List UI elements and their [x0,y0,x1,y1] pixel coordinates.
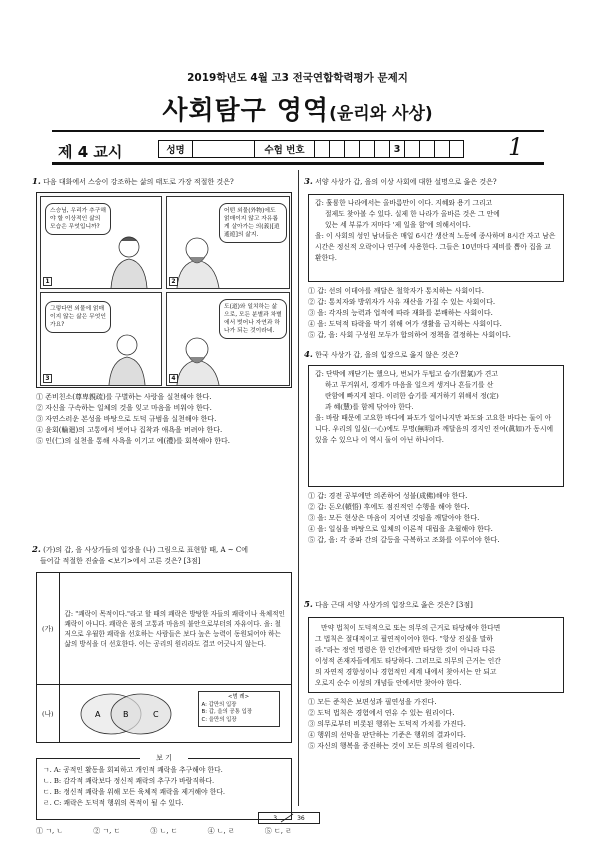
panel-2-bubble: 어떤 외물(外物)에도 얽매이지 않고 자유롭게 살아가는 의(義)[逍遙遊]의 삶지. [219,203,287,243]
panel-4-number: 4 [169,374,178,383]
panel-4-bubble: 도(道)와 일치하는 삶으로, 모든 분별과 차별에서 벗어나 자연과 하나가 되는 것이라네. [219,299,287,339]
venn-circle-eul [111,694,171,734]
name-field[interactable] [192,140,254,158]
q1-cartoon [36,192,292,388]
q1-number: 1. [32,177,41,187]
exam-number-box[interactable] [374,140,389,158]
panel-3-bubble: 그렇다면 외물에 얽매이지 않는 삶은 무엇인가요? [45,301,111,333]
q3-stem [304,177,566,188]
q4-box-line-5: 을: 바람 때문에 고요한 바다에 파도가 일어나지만 파도와 고요한 바다는 둘이 아니다. 우리의 일심(一心)에도 무명(無明)과 깨달음의 경지인 진여(眞如)가 동시에 있을 수 있으나 이 역시 둘이 아닌 하나이다. [315,414,554,444]
subject-sub: (윤리와 사상) [329,104,433,124]
q5-choice-5[interactable]: ⑤ 자신의 행복을 증진하는 것이 모든 의무의 원리이다. [308,742,475,750]
exam-number-label: 수험 번호 [254,140,314,158]
q2-stem-line2: 들어갈 적절한 진술을 <보기>에서 고른 것은? [3점] [40,557,201,565]
legend-item-a: A: 갑만의 입장 [201,701,237,708]
q3-box-line-4: 을: 이 사회의 성인 남녀들은 매일 6시간 생산적 노동에 종사하며 8시간 자고 남은 시간은 정신적 오락이나 연구에 사용한다. 그들은 10년마다 제비를 뽑아 집을 교환한다. [315,232,556,262]
q3-box-line-1: 갑: 훌륭한 나라에서는 올바름만이 이다. 지혜와 용기 그리고 [315,199,493,207]
venn-label-c: C [152,709,159,719]
subject-title [0,90,595,127]
q4-box-line-4: 과 혜(慧)를 함께 닦아야 한다. [325,403,414,411]
q3-choice-3[interactable]: ③ 을: 각자의 능력과 업적에 따라 재화를 분배하는 사회이다. [308,309,493,317]
q3-choice-1[interactable]: ① 갑: 선의 이데아를 깨달은 철학자가 통치하는 사회이다. [308,287,484,295]
exam-number-box[interactable] [329,140,344,158]
q2-na-label: (나) [37,685,60,743]
q4-box-line-3: 란함에 빠지게 된다. 이러한 습기를 제거하기 위해서 정(定) [325,392,499,400]
page-footer [258,812,320,824]
q4-choice-4[interactable]: ④ 을: 일심을 바탕으로 일체의 이론적 대립을 초월해야 한다. [308,525,493,533]
q2-stem-line1: (가)의 갑, 을 사상가들의 입장을 (나) 그림으로 표현할 때, A ~ C에 [43,546,248,554]
q5-number: 5. [304,600,313,610]
q5-choices [308,697,566,752]
q5-box-line-6: 오로지 순수 이성의 개념들 안에서만 찾아야 한다. [315,679,462,687]
q2-table [36,572,292,743]
bogi-title: 보 기 [140,753,188,763]
q5-choice-4[interactable]: ④ 행위의 선악을 판단하는 기준은 행위의 결과이다. [308,731,466,739]
q3-choice-2[interactable]: ② 갑: 통치자와 방위자가 사유 재산을 가질 수 있는 사회이다. [308,298,496,306]
exam-number-box[interactable] [359,140,374,158]
cartoon-panel-3 [40,292,162,386]
q4-stem-text: 한국 사상가 갑, 을의 입장으로 옳지 않은 것은? [315,351,459,359]
q4-box [308,365,564,487]
id-table [158,140,464,158]
venn-label-a: A [94,709,100,719]
panel-1-bubble: 스승님, 우리가 추구해야 할 이상적인 삶의 모습은 무엇입니까? [45,203,111,235]
panel-3-number: 3 [43,374,52,383]
exam-number-box[interactable] [344,140,359,158]
q2-bogi-box [36,758,292,820]
exam-number-box[interactable] [404,140,419,158]
q1-choice-1[interactable]: ① 존비친소(尊卑親疏)를 구별하는 사랑을 실천해야 한다. [36,393,212,401]
header-rule-top [52,130,544,132]
q4-number: 4. [304,350,313,360]
exam-title: 2019학년도 4월 고3 전국연합학력평가 문제지 [187,72,408,84]
exam-number-box[interactable] [419,140,434,158]
q5-box [308,617,564,693]
q4-stem [304,350,566,361]
panel-2-number: 2 [169,277,178,286]
q1-choice-2[interactable]: ② 자신을 구속하는 일체의 것을 잊고 마음을 비워야 한다. [36,404,212,412]
venn-legend [198,691,280,727]
venn-label-b: B [122,709,129,719]
legend-item-b: B: 갑, 을의 공통 입장 [201,709,253,715]
q5-box-line-3: 라."라는 정언 명령은 한 인간에게만 타당한 것이 아니라 다른 [315,646,496,654]
q3-box [308,194,564,282]
bogi-item-2: ㄴ. B: 감각적 쾌락보다 정신적 쾌락의 추구가 바람직하다. [43,777,215,785]
legend-title: <범 례> [227,694,250,700]
q2-number: 2. [32,545,41,555]
q4-choice-5[interactable]: ⑤ 갑, 을: 각 종파 간의 갈등을 극복하고 조화를 이루어야 한다. [308,536,500,544]
q2-choice-4[interactable]: ④ ㄴ, ㄹ [207,827,235,835]
exam-number-box[interactable] [449,140,464,158]
q3-choice-5[interactable]: ⑤ 갑, 을: 사회 구성원 모두가 합의하여 정책을 결정하는 사회이다. [308,331,511,339]
q1-choice-5[interactable]: ⑤ 인(仁)의 실천을 통해 사욕을 이기고 예(禮)를 회복해야 한다. [36,437,230,445]
q5-stem-text: 다음 근대 서양 사상가의 입장으로 옳은 것은? [3점] [315,601,473,609]
q2-na-cell [59,685,291,743]
q3-choice-4[interactable]: ④ 을: 도덕적 타락을 막기 위해 여가 생활을 금지하는 사회이다. [308,320,502,328]
q1-stem [32,177,294,188]
q1-choices [36,392,292,447]
cartoon-panel-1 [40,196,162,289]
q1-stem-text: 다음 대화에서 스승이 강조하는 삶의 태도로 가장 적절한 것은? [43,178,234,186]
q5-box-line-1: 만약 법칙이 도덕적으로 또는 의무의 근거로 타당해야 한다면 [321,624,501,632]
q2-choice-5[interactable]: ⑤ ㄷ, ㄹ [264,827,292,835]
q1-choice-3[interactable]: ③ 자연스러운 본성을 바탕으로 도덕 규범을 실천해야 한다. [36,415,217,423]
q1-choice-4[interactable]: ④ 윤회(輪廻)의 고통에서 벗어나 집착과 애욕을 버려야 한다. [36,426,223,434]
q4-choice-2[interactable]: ② 갑: 돈오(頓悟) 후에도 점진적인 수행을 해야 한다. [308,503,470,511]
q2-ga-text: 갑: "쾌락이 목적이다."라고 할 때의 쾌락은 방탕한 자들의 쾌락이나 육체적인 쾌락이 아니다. 쾌락은 몸의 고통과 마음의 불안으로부터의 자유이다. 을: 철저으로 우월한 쾌락을 선호하는 사람들은 보다 높은 능력이 동원되어야 하는 삶의 방식을 더 선호한다. 이는 공리의 원리라도 결코 어긋나지 않는다. [59,573,291,685]
legend-item-c: C: 을만의 입장 [201,716,237,723]
q4-choices [308,491,566,546]
q5-box-line-2: 그 법칙은 절대적이고 필연적이어야 한다. "항상 진실을 말하 [315,635,493,643]
bogi-item-4: ㄹ. C: 쾌락은 도덕적 행위의 목적이 될 수 있다. [43,799,184,807]
q2-choice-3[interactable]: ③ ㄴ, ㄷ [150,827,178,835]
column-divider [298,170,299,806]
cartoon-panel-2 [166,196,290,289]
q5-choice-3[interactable]: ③ 의무로부터 비롯된 행위는 도덕적 가치를 가진다. [308,720,466,728]
subject-main: 사회탐구 영역 [162,96,330,126]
page-number: 1 [508,133,524,161]
q3-choices [308,286,566,341]
exam-number-digit: 3 [389,140,404,158]
footer-slash-icon [280,813,294,823]
header-rule-bottom [52,162,544,165]
exam-number-box[interactable] [434,140,449,158]
name-label: 성명 [158,140,192,158]
q5-choice-2[interactable]: ② 도덕 법칙은 경험에서 연유 수 있는 원리이다. [308,709,455,717]
q2-choices [36,826,292,837]
bogi-item-1: ㄱ. A: 공적인 활동을 회피하고 개인적 쾌락을 추구해야 한다. [43,766,223,774]
exam-number-box[interactable] [314,140,329,158]
q5-box-line-5: 의 자연적 경향성이나 경험적인 세계 내에서 찾아서는 안 되고 [315,668,497,676]
q4-box-line-1: 갑: 단박에 깨닫기는 했으나, 번뇌가 두텁고 습기(習氣)가 견고 [315,370,498,378]
q2-ga-label: (가) [37,573,60,685]
footer-total: 36 [297,814,305,822]
venn-diagram [65,688,185,740]
cartoon-panel-4 [166,292,290,386]
q3-box-line-2: 절제도 찾아볼 수 있다. 실제 한 나라가 올바른 것은 그 안에 [325,210,500,218]
q2-choice-2[interactable]: ② ㄱ, ㄷ [93,827,121,835]
period-label: 제 4 교시 [58,143,123,161]
q2-stem [32,545,294,567]
q3-box-line-3: 있는 세 부류가 저마다 '제 일을 함'에 의해서이다. [325,221,471,229]
panel-1-number: 1 [43,277,52,286]
q5-stem [304,600,566,611]
q3-number: 3. [304,177,313,187]
q2-choice-1[interactable]: ① ㄱ, ㄴ [36,827,64,835]
bogi-item-3: ㄷ. B: 정신적 쾌락을 위해 모든 육체적 쾌락을 제거해야 한다. [43,788,226,796]
q5-box-line-4: 이성적 존재자들에게도 타당하다. 그러므로 의무의 근거는 인간 [315,657,501,665]
q4-choice-1[interactable]: ① 갑: 경전 공부에만 의존하여 성불(成佛)해야 한다. [308,492,468,500]
q5-choice-1[interactable]: ① 모든 준칙은 보편성과 필연성을 가진다. [308,698,437,706]
q4-box-line-2: 하고 무거워서, 경계가 마음을 일으켜 생겨나 흔들기를 산 [325,381,494,389]
footer-page: 3 [273,814,278,822]
q4-choice-3[interactable]: ③ 을: 모든 현상은 마음이 지어낸 것임을 깨달아야 한다. [308,514,480,522]
q3-stem-text: 서양 사상가 갑, 을의 이상 사회에 대한 설명으로 옳은 것은? [315,178,497,186]
